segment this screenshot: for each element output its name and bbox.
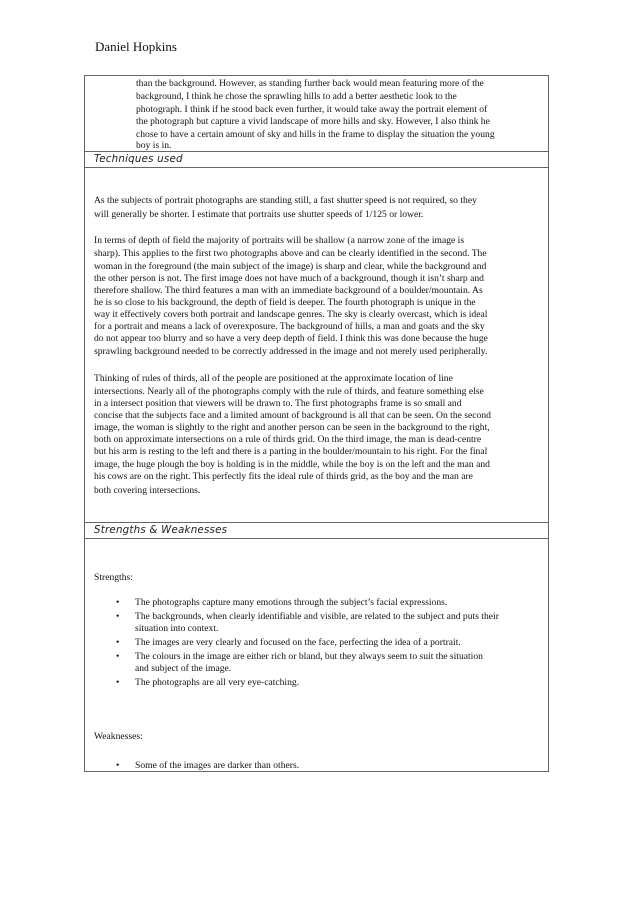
paragraph-line: In terms of depth of field the majority of portraits will be shallow (a narrow zone of the image is (94, 235, 465, 246)
strengths-label: Strengths: (94, 572, 133, 583)
paragraph-line: in a intersect position that viewers will be drawn to. The first photographs frame is so small and (94, 398, 462, 409)
paragraph-line: therefore shallow. The third features a man with an immediate background of a boulder/mountain. As (94, 285, 483, 296)
paragraph-line: the other person is not. The first image does not have much of a background, though it isn’t sharp and (94, 273, 484, 284)
paragraph-line: woman in the foreground (the main subject of the image) is sharp and clear, while the background and (94, 261, 487, 272)
bullet-icon: • (116, 597, 120, 608)
row-divider-strengths-body (84, 538, 549, 539)
continuation-line: than the background. However, as standing further back would mean featuring more of the (136, 78, 484, 89)
strength-item: The photographs capture many emotions through the subject’s facial expressions. (135, 597, 448, 608)
strength-item: The images are very clearly and focused on the face, perfecting the idea of a portrait. (135, 637, 461, 648)
bullet-icon: • (116, 760, 120, 771)
continuation-line: boy is in. (136, 140, 172, 151)
bullet-icon: • (116, 651, 120, 662)
bullet-icon: • (116, 611, 120, 622)
strength-item: situation into context. (135, 623, 219, 634)
paragraph-line: his cows are on the right. This perfectly fits the ideal rule of thirds grid, as the boy and the man are (94, 471, 473, 482)
strengths-weaknesses-heading: Strengths & Weaknesses (94, 524, 228, 536)
continuation-line: photograph. I think if he stood back even further, it would take away the portrait element of (136, 104, 488, 115)
paragraph-line: image, the woman is slightly to the right and another person can be seen in the background to the right, (94, 422, 490, 433)
paragraph-line: concise that the subjects face and a limited amount of background is all that can be seen. On the second (94, 410, 491, 421)
bullet-icon: • (116, 677, 120, 688)
paragraph-line: but his arm is resting to the left and there is a parting in the boulder/mountain to his right. For the final (94, 446, 488, 457)
techniques-heading: Techniques used (94, 153, 183, 165)
continuation-line: background, I think he chose the sprawling hills to add a better aesthetic look to the (136, 91, 457, 102)
strength-item: and subject of the image. (135, 663, 232, 674)
strength-item: The backgrounds, when clearly identifiable and visible, are related to the subject and puts their (135, 611, 499, 622)
paragraph-line: way it effectively covers both portrait and landscape genres. The sky is clearly overcast, which is ideal (94, 309, 488, 320)
paragraph-line: both on approximate intersections on a rule of thirds grid. On the third image, the man is dead-centre (94, 434, 482, 445)
paragraph-line: image, the huge plough the boy is holding is in the middle, while the boy is on the left and the man and (94, 459, 490, 470)
weakness-item: Some of the images are darker than others. (135, 760, 300, 771)
paragraph-line: for a portrait and means a lack of overexposure. The background of hills, a man and goats and the sky (94, 321, 485, 332)
weaknesses-label: Weaknesses: (94, 731, 143, 742)
continuation-line: chose to have a certain amount of sky and hills in the frame to display the situation the young (136, 129, 495, 140)
row-divider-techniques-body (84, 167, 549, 168)
paragraph-line: will generally be shorter. I estimate that portraits use shutter speeds of 1/125 or lower. (94, 209, 424, 220)
paragraph-line: intersections. Nearly all of the photographs comply with the rule of thirds, and feature something else (94, 386, 484, 397)
paragraph-line: he is so close to his background, the depth of field is deeper. The fourth photograph is unique in the (94, 297, 476, 308)
paragraph-line: Thinking of rules of thirds, all of the people are positioned at the approximate location of line (94, 373, 453, 384)
bullet-icon: • (116, 637, 120, 648)
row-divider-strengths (84, 522, 549, 523)
paragraph-line: both covering intersections. (94, 485, 201, 496)
paragraph-line: sprawling background needed to be correctly addressed in the image and not merely used peripherally. (94, 346, 488, 357)
page-author: Daniel Hopkins (95, 39, 177, 54)
paragraph-line: As the subjects of portrait photographs are standing still, a fast shutter speed is not required, so they (94, 195, 477, 206)
paragraph-line: sharp). This applies to the first two photographs above and can be clearly identified in the second. The (94, 248, 487, 259)
strength-item: The colours in the image are either rich or bland, but they always seem to suit the situation (135, 651, 483, 662)
continuation-line: the photograph but capture a vivid landscape of more hills and sky. However, I also think he (136, 116, 490, 127)
strength-item: The photographs are all very eye-catching. (135, 677, 300, 688)
paragraph-line: do not appear too blurry and so have a very deep depth of field. I think this was done because the huge (94, 333, 488, 344)
